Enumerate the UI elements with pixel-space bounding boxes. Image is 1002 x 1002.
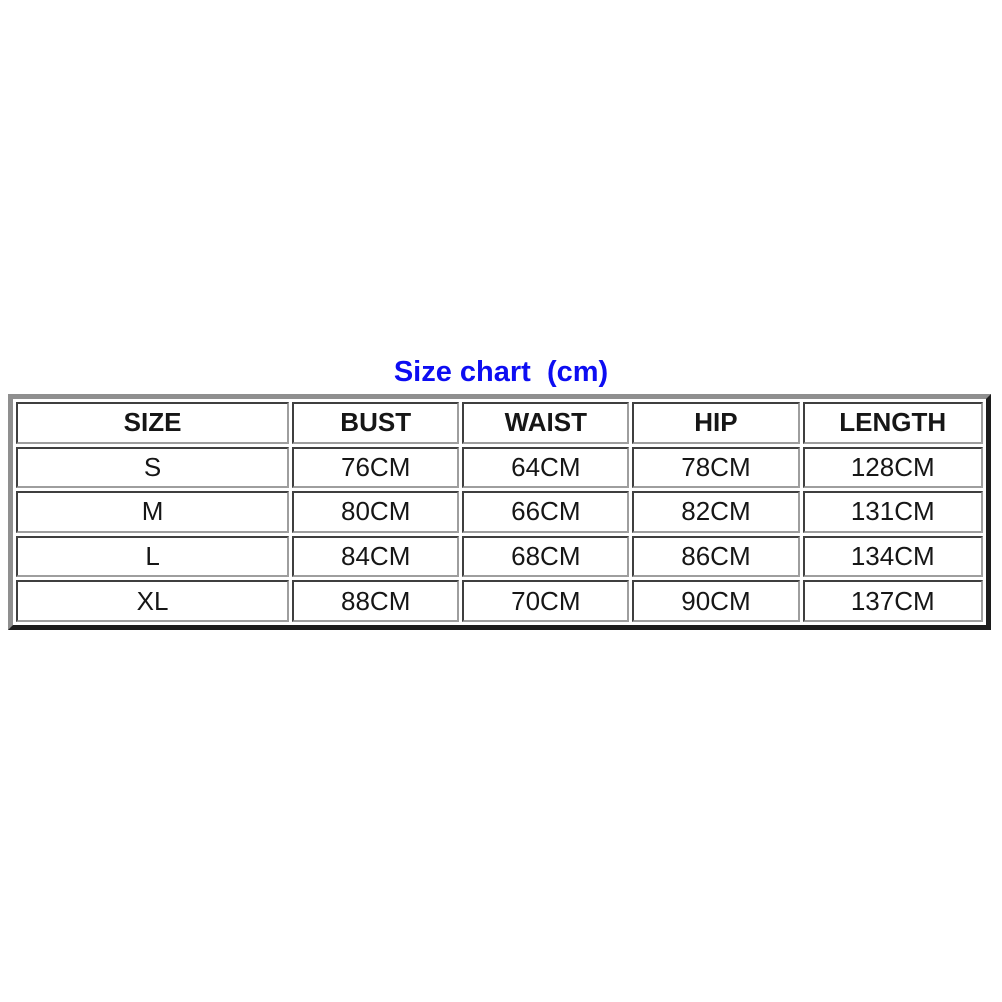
page-title: Size chart (cm) xyxy=(393,356,609,388)
header-row xyxy=(16,402,983,444)
size-chart-table xyxy=(8,394,991,630)
table-cell: 80CM xyxy=(292,491,459,533)
table-cell: 70CM xyxy=(462,580,629,622)
table-row-s xyxy=(16,447,983,489)
table-cell: 131CM xyxy=(803,491,984,533)
table-cell: 128CM xyxy=(803,447,984,489)
table-cell: 84CM xyxy=(292,536,459,578)
table-row-xl xyxy=(16,580,983,622)
table-cell: M xyxy=(16,491,289,533)
table-cell: 90CM xyxy=(632,580,799,622)
table-cell: 64CM xyxy=(462,447,629,489)
table-cell: 88CM xyxy=(292,580,459,622)
table-row-l xyxy=(16,536,983,578)
table-cell: 68CM xyxy=(462,536,629,578)
table-cell: XL xyxy=(16,580,289,622)
table-cell: 78CM xyxy=(632,447,799,489)
header-cell-length: LENGTH xyxy=(803,402,984,444)
header-cell-size: SIZE xyxy=(16,402,289,444)
header-cell-waist: WAIST xyxy=(462,402,629,444)
table-cell: 76CM xyxy=(292,447,459,489)
table-cell: 66CM xyxy=(462,491,629,533)
table-cell: L xyxy=(16,536,289,578)
table-cell: S xyxy=(16,447,289,489)
table-cell: 86CM xyxy=(632,536,799,578)
table-row-m xyxy=(16,491,983,533)
table-cell: 134CM xyxy=(803,536,984,578)
table-cell: 82CM xyxy=(632,491,799,533)
table-cell: 137CM xyxy=(803,580,984,622)
header-cell-hip: HIP xyxy=(632,402,799,444)
header-cell-bust: BUST xyxy=(292,402,459,444)
